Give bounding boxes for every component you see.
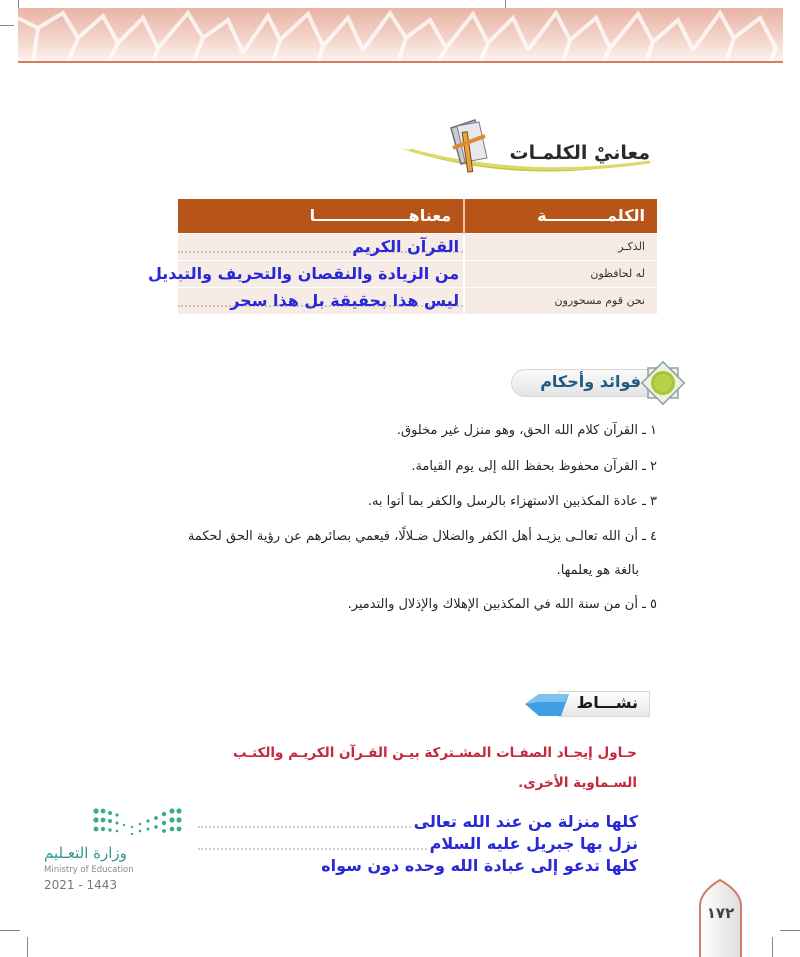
header-meaning: معناهـــــــــــــــــا	[178, 199, 464, 233]
meaning-cell	[178, 287, 464, 314]
benefits-section-header	[502, 360, 687, 406]
ministry-name-ar: وزارة التعـليم	[44, 844, 127, 862]
meanings-title: معانيْ الكلمـات	[509, 142, 650, 164]
activity-section-header	[525, 688, 650, 720]
crop-mark	[780, 930, 800, 931]
word-cell: له لحافظون	[464, 260, 657, 287]
ministry-dots-logo-icon	[90, 806, 185, 840]
green-octagram-badge-icon	[641, 361, 685, 405]
answer-text: كلها تدعو إلى عبادة الله وحده دون سواه	[321, 856, 638, 875]
benefit-item: ٥ ـ أن من سنة الله في المكذبين الإهلاك والإذلال والتدمير.	[347, 597, 657, 612]
crop-mark	[772, 937, 773, 957]
header-divider-line	[18, 61, 783, 63]
meaning-answer: القرآن الكريم	[352, 237, 460, 256]
ministry-name-en: Ministry of Education	[44, 865, 134, 875]
answer-line	[198, 834, 638, 854]
header-word: الكلمـــــــــــة	[464, 199, 657, 233]
benefit-item: ١ ـ القرآن كلام الله الحق، وهو منزل غير مخلوق.	[396, 423, 657, 438]
benefit-item: ٢ ـ القرآن محفوظ بحفظ الله إلى يوم القيامة.	[411, 459, 657, 474]
activity-prompt: حـاول إيجـاد الصفـات المشـتركة بيـن القـرآن الكريـم والكتـب السـماوية الأخرى.	[233, 745, 637, 791]
book-pen-icon	[445, 118, 495, 178]
meaning-answer: ليس هذا بحقيقة بل هذا سحر	[230, 291, 460, 311]
word-meanings-table	[148, 199, 657, 314]
header-pattern-band	[18, 8, 783, 62]
page-number: ١٧٢	[706, 904, 735, 922]
arabesque-pattern-icon	[18, 8, 783, 62]
meaning-cell	[148, 260, 464, 287]
benefit-item	[137, 524, 657, 584]
table-row	[178, 287, 657, 314]
table-header-row	[178, 199, 657, 233]
crop-mark	[0, 25, 14, 26]
meaning-answer: من الزيادة والنقصان والتحريف والتبديل	[148, 264, 460, 283]
answer-line	[198, 856, 638, 876]
meaning-cell	[178, 233, 464, 260]
word-cell: الذكـر	[464, 233, 657, 260]
benefits-title: فوائد وأحكام	[540, 372, 641, 391]
benefit-item-line: ٤ ـ أن الله تعالـى يزيـد أهل الكفر والضلال ضـلالًا، فيعمي بصائرهم عن رؤية الحق لحكمة	[187, 529, 657, 544]
meanings-section-header	[400, 118, 660, 198]
table-row	[178, 260, 657, 287]
page-number-tab	[698, 878, 743, 957]
answer-line	[198, 812, 638, 832]
blue-arrow-icon	[525, 692, 571, 718]
benefit-item-continuation: بالغة هو يعلمها.	[556, 563, 639, 578]
word-cell: نحن قوم مسحورون	[464, 287, 657, 314]
activity-title: نشـــاط	[576, 693, 638, 712]
answer-text: كلها منزلة من عند الله تعالى	[413, 812, 638, 831]
ministry-logo	[42, 806, 182, 896]
crop-mark	[0, 930, 20, 931]
crop-mark	[27, 937, 28, 957]
benefit-item: ٣ ـ عادة المكذبين الاستهزاء بالرسل والكفر بما أتوا به.	[367, 494, 657, 509]
edition-year: 2021 - 1443	[44, 878, 118, 892]
answer-text: نزل بها جبريل عليه السلام	[429, 834, 638, 853]
table-row	[178, 233, 657, 260]
